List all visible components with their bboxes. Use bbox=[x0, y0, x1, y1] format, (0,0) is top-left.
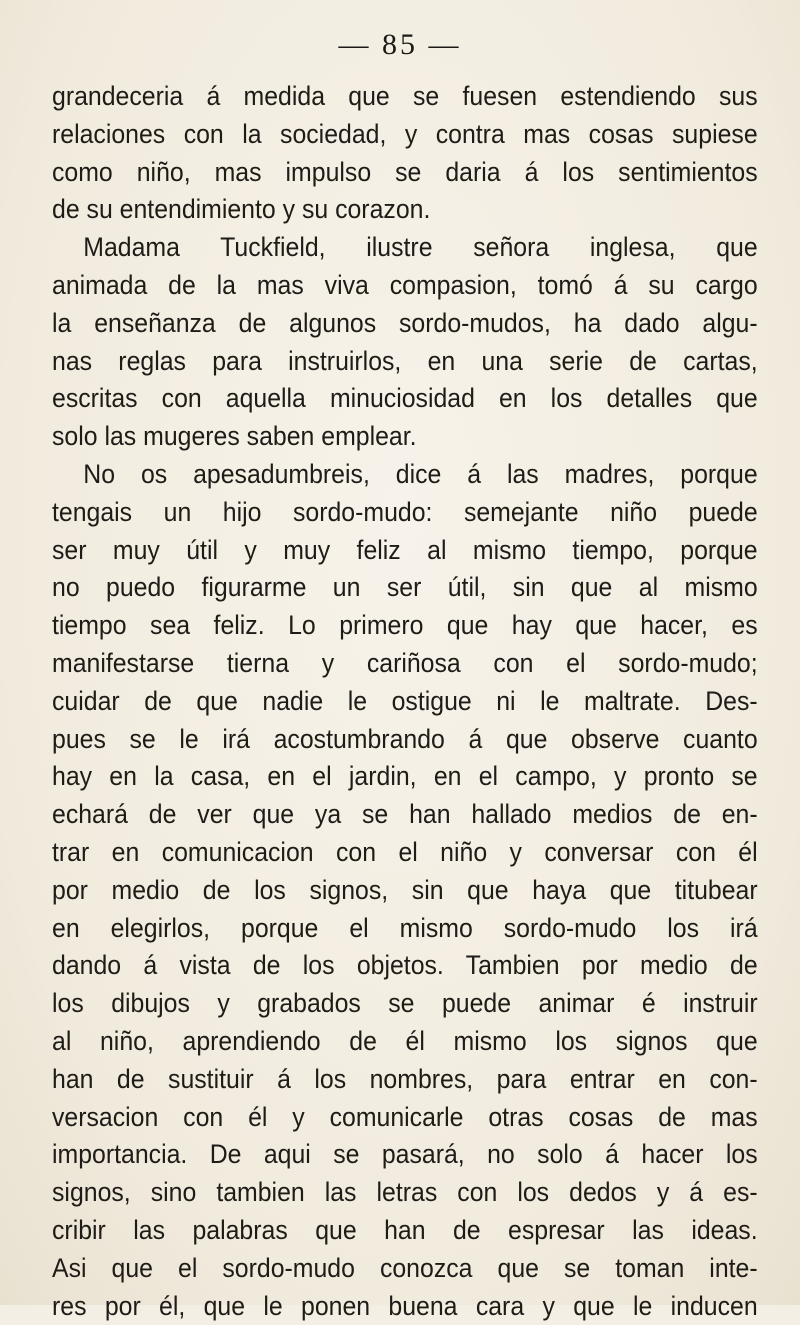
text-line: importancia. De aqui se pasará, no solo á hacer los bbox=[52, 1136, 758, 1174]
text-line: trar en comunicacion con el niño y conversar con él bbox=[52, 834, 758, 872]
text-line: hay en la casa, en el jardin, en el campo, y pronto se bbox=[52, 758, 758, 796]
text-line: res por él, que le ponen buena cara y que le inducen bbox=[52, 1288, 758, 1325]
text-line: cribir las palabras que han de espresar las ideas. bbox=[52, 1212, 758, 1250]
text-line: han de sustituir á los nombres, para entrar en con- bbox=[52, 1061, 758, 1099]
text-line: de su entendimiento y su corazon. bbox=[52, 191, 758, 229]
text-line: No os apesadumbreis, dice á las madres, porque bbox=[52, 456, 758, 494]
text-line: tiempo sea feliz. Lo primero que hay que hacer, es bbox=[52, 607, 758, 645]
text-line: manifestarse tierna y cariñosa con el sordo-mudo; bbox=[52, 645, 758, 683]
text-line: Madama Tuckfield, ilustre señora inglesa, que bbox=[52, 229, 758, 267]
text-line: cuidar de que nadie le ostigue ni le maltrate. Des- bbox=[52, 683, 758, 721]
text-line: relaciones con la sociedad, y contra mas cosas supiese bbox=[52, 116, 758, 154]
text-line: en elegirlos, porque el mismo sordo-mudo los irá bbox=[52, 910, 758, 948]
text-line: por medio de los signos, sin que haya que titubear bbox=[52, 872, 758, 910]
text-line: tengais un hijo sordo-mudo: semejante niño puede bbox=[52, 494, 758, 532]
text-line: signos, sino tambien las letras con los dedos y á es- bbox=[52, 1174, 758, 1212]
text-line: animada de la mas viva compasion, tomó á su cargo bbox=[52, 267, 758, 305]
text-line: los dibujos y grabados se puede animar é instruir bbox=[52, 985, 758, 1023]
text-line: no puedo figurarme un ser útil, sin que al mismo bbox=[52, 569, 758, 607]
text-line: Asi que el sordo-mudo conozca que se toman inte- bbox=[52, 1250, 758, 1288]
text-line: escritas con aquella minuciosidad en los detalles que bbox=[52, 380, 758, 418]
text-line: como niño, mas impulso se daria á los sentimientos bbox=[52, 154, 758, 192]
text-line: al niño, aprendiendo de él mismo los signos que bbox=[52, 1023, 758, 1061]
text-line: la enseñanza de algunos sordo-mudos, ha dado algu- bbox=[52, 305, 758, 343]
text-line: echará de ver que ya se han hallado medios de en- bbox=[52, 796, 758, 834]
text-line: solo las mugeres saben emplear. bbox=[52, 418, 758, 456]
text-line: dando á vista de los objetos. Tambien por medio de bbox=[52, 947, 758, 985]
text-line: pues se le irá acostumbrando á que observe cuanto bbox=[52, 721, 758, 759]
text-line: grandeceria á medida que se fuesen estendiendo sus bbox=[52, 78, 758, 116]
text-line: ser muy útil y muy feliz al mismo tiempo, porque bbox=[52, 532, 758, 570]
page-number-header: — 85 — bbox=[0, 28, 800, 62]
text-line: versacion con él y comunicarle otras cosas de mas bbox=[52, 1099, 758, 1137]
body-text bbox=[52, 78, 702, 1325]
text-line: nas reglas para instruirlos, en una serie de cartas, bbox=[52, 343, 758, 381]
